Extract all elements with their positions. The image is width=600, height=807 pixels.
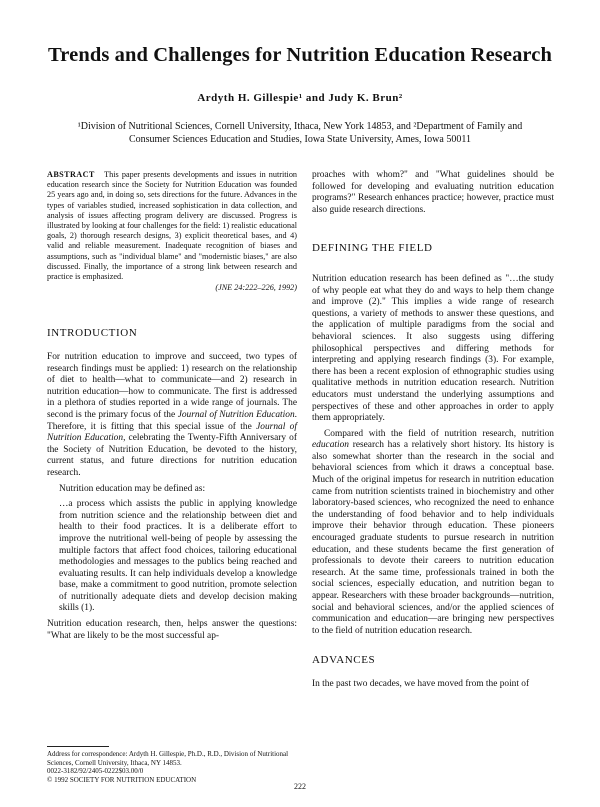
page-number: 222 (294, 782, 306, 791)
definition-quote: …a process which assists the public in applying knowledge from nutrition science and the relationship between diet and health to their food practices. It is a deliberate effort to improve the nutritional well-being of people by assessing the multiple factors that affect food choices, tailoring educational methodologies and messages to the publics being reached and evaluating results. It can help individuals develop a knowledge base, make a commitment to good nutrition, promote selection of nutritionally adequate diets and develop decision making skills (1). (59, 499, 297, 614)
copyright: © 1992 SOCIETY FOR NUTRITION EDUCATION (47, 775, 197, 784)
footnote (47, 750, 307, 784)
left-column (47, 352, 297, 646)
defining-paragraph-2: Compared with the field of nutrition research, nutrition education research has a relatively short history. Its history is also somewhat shorter than the research in the social and behavioral sciences from which it draws a conceptual base. Much of the original impetus for research in nutrition education came from nutrition scientists trained in biochemistry and other laboratory-based sciences, who recognized the need to enhance the understanding of food behavior and to help individuals improve their behavior through education. These pioneers encouraged graduate students to pursue research in nutrition education, and these students became the first generation of professionals to devote their careers to nutrition education research. At the same time, professionals trained in both the social sciences, especially education, and nutrition began to appear. Researchers with these broader backgrounds—nutrition, social and behavioral sciences, and/or the applied sciences of communication and education—are bringing new perspectives to the field of nutrition education research. (312, 428, 554, 636)
abstract-citation: (JNE 24:222–226, 1992) (215, 283, 297, 293)
defining-heading: DEFINING THE FIELD (312, 242, 433, 255)
advances-paragraph: In the past two decades, we have moved from the point of (312, 678, 530, 689)
authors: Ardyth H. Gillespie¹ and Judy K. Brun² (197, 92, 403, 104)
abstract-text: This paper presents developments and issues in nutrition education research since the Society for Nutrition Education was founded 25 years ago and, in doing so, sets directions for the future. Advances in the types of variables studied, increased sophistication in data collection, and analysis of issues affecting program delivery are discussed. Progress is illustrated by looking at four challenges for the field: 1) realistic educational goals, 2) thorough research designs, 3) explicit theoretical bases, and 4) valid and reliable measurement. Inadequate recognition of biases and assumptions, such as "individual blame" and "modernistic biases," are also discussed. Finally, the importance of a strong link between research and practice is emphasized. (47, 170, 298, 282)
introduction-heading: INTRODUCTION (47, 327, 138, 339)
journal-title: Journal of Nutrition Education (177, 409, 295, 420)
journal-title: Journal of Nutrition Education (47, 421, 297, 444)
footnote-rule (47, 746, 109, 747)
article-code: 0022-3182/92/2405-0222$03.00/0 (47, 767, 144, 776)
abstract-label: ABSTRACT (47, 170, 95, 179)
defining-paragraph-1: Nutrition education research has been defined as "…the study of why people eat what they do and ways to help them change and improve (2)." This implies a wide range of research questions, a variety of methods to answer these questions, and the application of multiple paradigms from the social and behavioral sciences. It also suggests using differing philosophical perspectives and differing methods for interpreting and applying research findings (3). For example, there has been a recent explosion of ethnographic studies using qualitative methods in nutrition education research. Nutrition educators must understand the underlying assumptions and perspectives of these and other approaches in order to apply them appropriately. (312, 273, 554, 424)
correspondence-address: Address for correspondence: Ardyth H. Gillespie, Ph.D., R.D., Division of Nutritional Sciences, Cornell University, Ithaca, NY 14853. (47, 750, 289, 767)
right-column (312, 170, 554, 695)
intro-paragraph-2: Nutrition education may be defined as: (59, 483, 206, 494)
advances-heading: ADVANCES (312, 654, 376, 667)
continued-paragraph: proaches with whom?" and "What guidelines should be followed for developing and evaluating nutrition education programs?" Research enhances practice; however, practice must also guide research directions. (312, 170, 554, 215)
paper-title: Trends and Challenges for Nutrition Education Research (48, 44, 552, 66)
intro-paragraph-3: Nutrition education research, then, helps answer the questions: "What are likely to be the most successful ap- (47, 619, 297, 641)
affiliation: ¹Division of Nutritional Sciences, Cornell University, Ithaca, New York 14853, and ²Department of Family and Consumer Sciences Education and Studies, Iowa State University, Ames, Iowa 50011 (77, 121, 523, 145)
abstract (47, 170, 297, 293)
intro-paragraph-1: For nutrition education to improve and succeed, two types of research findings must be applied: 1) research on the relationship of diet to health—what to communicate—and 2) research in nutrition education—how to communicate. The first is addressed in a plethora of studies reported in a wide range of journals. The second is the primary focus of the Journal of Nutrition Education. Therefore, it is fitting that this special issue of the Journal of Nutrition Education, celebrating the Twenty-Fifth Anniversary of the Society of Nutrition Education, be devoted to the history, current status, and future directions for nutrition education research. (47, 352, 297, 478)
